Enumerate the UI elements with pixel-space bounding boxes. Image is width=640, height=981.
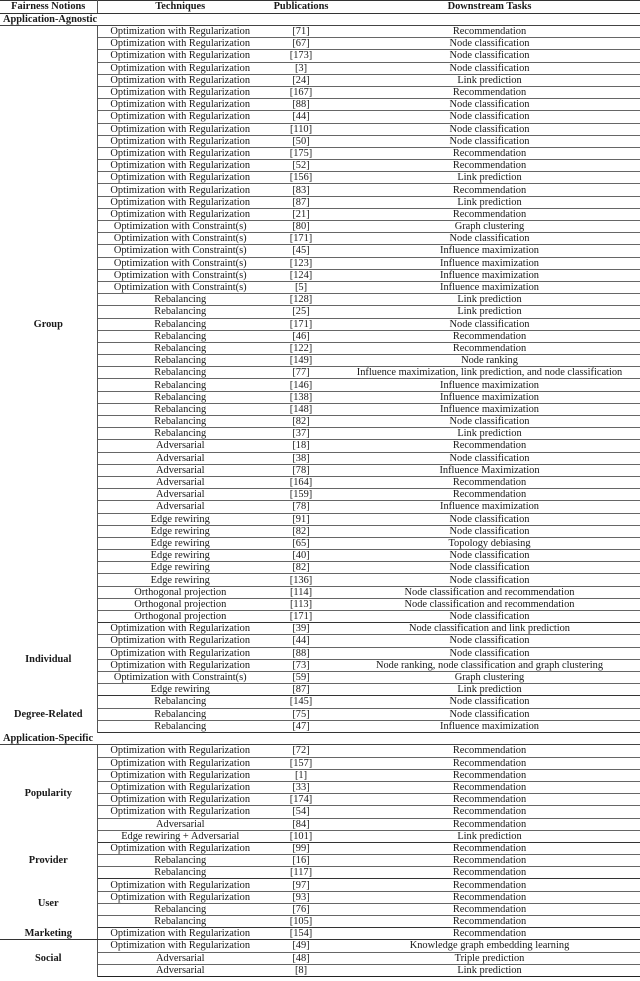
downstream-task-cell: Node classification bbox=[339, 708, 640, 720]
technique-cell: Optimization with Regularization bbox=[97, 123, 263, 135]
technique-cell: Optimization with Constraint(s) bbox=[97, 257, 263, 269]
publication-cell[interactable]: [78] bbox=[263, 464, 339, 476]
technique-cell: Rebalancing bbox=[97, 416, 263, 428]
section-title: Application-Specific bbox=[0, 732, 640, 745]
downstream-task-cell: Recommendation bbox=[339, 855, 640, 867]
publication-cell[interactable]: [84] bbox=[263, 818, 339, 830]
publication-cell[interactable]: [167] bbox=[263, 86, 339, 98]
downstream-task-cell: Recommendation bbox=[339, 184, 640, 196]
publication-cell[interactable]: [91] bbox=[263, 513, 339, 525]
publication-cell[interactable]: [114] bbox=[263, 586, 339, 598]
publication-cell[interactable]: [88] bbox=[263, 647, 339, 659]
technique-cell: Optimization with Regularization bbox=[97, 940, 263, 952]
downstream-task-cell: Recommendation bbox=[339, 903, 640, 915]
technique-cell: Edge rewiring bbox=[97, 525, 263, 537]
technique-cell: Optimization with Regularization bbox=[97, 74, 263, 86]
technique-cell: Optimization with Regularization bbox=[97, 184, 263, 196]
publication-cell[interactable]: [5] bbox=[263, 281, 339, 293]
technique-cell: Optimization with Regularization bbox=[97, 781, 263, 793]
publication-cell[interactable]: [46] bbox=[263, 330, 339, 342]
technique-cell: Optimization with Constraint(s) bbox=[97, 281, 263, 293]
technique-cell: Rebalancing bbox=[97, 708, 263, 720]
technique-cell: Rebalancing bbox=[97, 867, 263, 879]
downstream-task-cell: Recommendation bbox=[339, 879, 640, 891]
technique-cell: Edge rewiring bbox=[97, 574, 263, 586]
downstream-task-cell: Recommendation bbox=[339, 867, 640, 879]
downstream-task-cell: Link prediction bbox=[339, 74, 640, 86]
downstream-task-cell: Node classification bbox=[339, 135, 640, 147]
publication-cell[interactable]: [171] bbox=[263, 233, 339, 245]
downstream-task-cell: Graph clustering bbox=[339, 671, 640, 683]
technique-cell: Optimization with Regularization bbox=[97, 160, 263, 172]
technique-cell: Optimization with Regularization bbox=[97, 26, 263, 38]
publication-cell[interactable]: [82] bbox=[263, 525, 339, 537]
publication-cell[interactable]: [87] bbox=[263, 684, 339, 696]
downstream-task-cell: Recommendation bbox=[339, 928, 640, 940]
downstream-task-cell: Topology debiasing bbox=[339, 537, 640, 549]
technique-cell: Edge rewiring + Adversarial bbox=[97, 830, 263, 842]
downstream-task-cell: Node classification bbox=[339, 50, 640, 62]
technique-cell: Orthogonal projection bbox=[97, 611, 263, 623]
technique-cell: Optimization with Regularization bbox=[97, 757, 263, 769]
table-row bbox=[0, 26, 640, 38]
technique-cell: Optimization with Regularization bbox=[97, 172, 263, 184]
section-row-application-agnostic bbox=[0, 13, 640, 26]
technique-cell: Rebalancing bbox=[97, 379, 263, 391]
downstream-task-cell: Node ranking, node classification and graph clustering bbox=[339, 659, 640, 671]
publication-cell[interactable]: [88] bbox=[263, 99, 339, 111]
technique-cell: Adversarial bbox=[97, 952, 263, 964]
downstream-task-cell: Influence maximization bbox=[339, 379, 640, 391]
header-row bbox=[0, 1, 640, 14]
downstream-task-cell: Recommendation bbox=[339, 440, 640, 452]
technique-cell: Rebalancing bbox=[97, 403, 263, 415]
publication-cell[interactable]: [159] bbox=[263, 489, 339, 501]
downstream-task-cell: Influence maximization bbox=[339, 403, 640, 415]
publication-cell[interactable]: [145] bbox=[263, 696, 339, 708]
publication-cell[interactable]: [44] bbox=[263, 635, 339, 647]
technique-cell: Optimization with Regularization bbox=[97, 147, 263, 159]
downstream-task-cell: Node classification bbox=[339, 416, 640, 428]
publication-cell[interactable]: [52] bbox=[263, 160, 339, 172]
publication-cell[interactable]: [164] bbox=[263, 476, 339, 488]
publication-cell[interactable]: [48] bbox=[263, 952, 339, 964]
publication-cell[interactable]: [83] bbox=[263, 184, 339, 196]
technique-cell: Optimization with Regularization bbox=[97, 659, 263, 671]
technique-cell: Optimization with Regularization bbox=[97, 196, 263, 208]
downstream-task-cell: Influence maximization bbox=[339, 269, 640, 281]
downstream-task-cell: Influence maximization bbox=[339, 257, 640, 269]
downstream-task-cell: Recommendation bbox=[339, 160, 640, 172]
downstream-task-cell: Node classification bbox=[339, 647, 640, 659]
downstream-task-cell: Recommendation bbox=[339, 842, 640, 854]
technique-cell: Adversarial bbox=[97, 818, 263, 830]
technique-cell: Adversarial bbox=[97, 476, 263, 488]
publication-cell[interactable]: [18] bbox=[263, 440, 339, 452]
publication-cell[interactable]: [138] bbox=[263, 391, 339, 403]
downstream-task-cell: Node classification and link prediction bbox=[339, 623, 640, 635]
table-header bbox=[0, 1, 640, 14]
publication-cell[interactable]: [38] bbox=[263, 452, 339, 464]
downstream-task-cell: Influence maximization bbox=[339, 245, 640, 257]
table-row bbox=[0, 928, 640, 940]
header-techniques: Techniques bbox=[97, 1, 263, 14]
downstream-task-cell: Node classification bbox=[339, 233, 640, 245]
technique-cell: Rebalancing bbox=[97, 391, 263, 403]
downstream-task-cell: Node classification bbox=[339, 550, 640, 562]
table-body bbox=[0, 13, 640, 976]
technique-cell: Optimization with Regularization bbox=[97, 99, 263, 111]
section-title: Application-Agnostic bbox=[0, 13, 640, 26]
technique-cell: Rebalancing bbox=[97, 330, 263, 342]
fairness-notion-popularity: Popularity bbox=[0, 745, 97, 843]
downstream-task-cell: Link prediction bbox=[339, 172, 640, 184]
table-row bbox=[0, 696, 640, 708]
technique-cell: Optimization with Regularization bbox=[97, 86, 263, 98]
technique-cell: Optimization with Regularization bbox=[97, 50, 263, 62]
technique-cell: Optimization with Regularization bbox=[97, 635, 263, 647]
publication-cell[interactable]: [54] bbox=[263, 806, 339, 818]
downstream-task-cell: Link prediction bbox=[339, 306, 640, 318]
publication-cell[interactable]: [136] bbox=[263, 574, 339, 586]
downstream-task-cell: Recommendation bbox=[339, 891, 640, 903]
publication-cell[interactable]: [157] bbox=[263, 757, 339, 769]
publication-cell[interactable]: [67] bbox=[263, 38, 339, 50]
downstream-task-cell: Recommendation bbox=[339, 794, 640, 806]
fairness-notion-social: Social bbox=[0, 940, 97, 977]
downstream-task-cell: Recommendation bbox=[339, 342, 640, 354]
technique-cell: Rebalancing bbox=[97, 355, 263, 367]
downstream-task-cell: Recommendation bbox=[339, 147, 640, 159]
table-row bbox=[0, 879, 640, 891]
downstream-task-cell: Link prediction bbox=[339, 428, 640, 440]
downstream-task-cell: Node classification bbox=[339, 123, 640, 135]
downstream-task-cell: Node classification bbox=[339, 635, 640, 647]
fairness-notion-group: Group bbox=[0, 26, 97, 623]
publication-cell[interactable]: [80] bbox=[263, 221, 339, 233]
publication-cell[interactable]: [77] bbox=[263, 367, 339, 379]
publication-cell[interactable]: [82] bbox=[263, 416, 339, 428]
publication-cell[interactable]: [99] bbox=[263, 842, 339, 854]
publication-cell[interactable]: [175] bbox=[263, 147, 339, 159]
technique-cell: Optimization with Regularization bbox=[97, 111, 263, 123]
header-fairness-notions: Fairness Notions bbox=[0, 1, 97, 14]
technique-cell: Adversarial bbox=[97, 452, 263, 464]
technique-cell: Adversarial bbox=[97, 964, 263, 976]
fairness-notion-degree-related: Degree-Related bbox=[0, 696, 97, 733]
publication-cell[interactable]: [101] bbox=[263, 830, 339, 842]
table-row bbox=[0, 842, 640, 854]
downstream-task-cell: Link prediction bbox=[339, 294, 640, 306]
publication-cell[interactable]: [73] bbox=[263, 659, 339, 671]
publication-cell[interactable]: [105] bbox=[263, 916, 339, 928]
publication-cell[interactable]: [44] bbox=[263, 111, 339, 123]
publication-cell[interactable]: [171] bbox=[263, 611, 339, 623]
downstream-task-cell: Influence maximization bbox=[339, 391, 640, 403]
fairness-notion-provider: Provider bbox=[0, 842, 97, 879]
technique-cell: Adversarial bbox=[97, 501, 263, 513]
technique-cell: Rebalancing bbox=[97, 367, 263, 379]
technique-cell: Optimization with Regularization bbox=[97, 928, 263, 940]
technique-cell: Rebalancing bbox=[97, 720, 263, 732]
technique-cell: Edge rewiring bbox=[97, 513, 263, 525]
technique-cell: Optimization with Regularization bbox=[97, 38, 263, 50]
technique-cell: Optimization with Constraint(s) bbox=[97, 221, 263, 233]
table-row bbox=[0, 745, 640, 757]
publication-cell[interactable]: [40] bbox=[263, 550, 339, 562]
downstream-task-cell: Recommendation bbox=[339, 26, 640, 38]
publication-cell[interactable]: [87] bbox=[263, 196, 339, 208]
publication-cell[interactable]: [122] bbox=[263, 342, 339, 354]
downstream-task-cell: Recommendation bbox=[339, 208, 640, 220]
downstream-task-cell: Link prediction bbox=[339, 830, 640, 842]
downstream-task-cell: Node classification and recommendation bbox=[339, 586, 640, 598]
downstream-task-cell: Recommendation bbox=[339, 818, 640, 830]
downstream-task-cell: Recommendation bbox=[339, 330, 640, 342]
downstream-task-cell: Influence maximization bbox=[339, 501, 640, 513]
technique-cell: Rebalancing bbox=[97, 903, 263, 915]
downstream-task-cell: Graph clustering bbox=[339, 221, 640, 233]
publication-cell[interactable]: [37] bbox=[263, 428, 339, 440]
technique-cell: Rebalancing bbox=[97, 318, 263, 330]
technique-cell: Optimization with Regularization bbox=[97, 647, 263, 659]
downstream-task-cell: Recommendation bbox=[339, 916, 640, 928]
publication-cell[interactable]: [45] bbox=[263, 245, 339, 257]
downstream-task-cell: Node classification bbox=[339, 99, 640, 111]
publication-cell[interactable]: [93] bbox=[263, 891, 339, 903]
technique-cell: Edge rewiring bbox=[97, 684, 263, 696]
technique-cell: Orthogonal projection bbox=[97, 586, 263, 598]
technique-cell: Rebalancing bbox=[97, 855, 263, 867]
downstream-task-cell: Influence maximization bbox=[339, 281, 640, 293]
publication-cell[interactable]: [149] bbox=[263, 355, 339, 367]
downstream-task-cell: Recommendation bbox=[339, 86, 640, 98]
technique-cell: Optimization with Constraint(s) bbox=[97, 233, 263, 245]
downstream-task-cell: Influence maximization, link prediction, and node classification bbox=[339, 367, 640, 379]
publication-cell[interactable]: [123] bbox=[263, 257, 339, 269]
downstream-task-cell: Node classification and recommendation bbox=[339, 598, 640, 610]
publication-cell[interactable]: [65] bbox=[263, 537, 339, 549]
technique-cell: Optimization with Regularization bbox=[97, 745, 263, 757]
downstream-task-cell: Knowledge graph embedding learning bbox=[339, 940, 640, 952]
publication-cell[interactable]: [128] bbox=[263, 294, 339, 306]
fairness-notion-marketing: Marketing bbox=[0, 928, 97, 940]
technique-cell: Optimization with Regularization bbox=[97, 623, 263, 635]
technique-cell: Rebalancing bbox=[97, 306, 263, 318]
downstream-task-cell: Node classification bbox=[339, 611, 640, 623]
publication-cell[interactable]: [148] bbox=[263, 403, 339, 415]
table-row bbox=[0, 940, 640, 952]
downstream-task-cell: Node classification bbox=[339, 574, 640, 586]
publication-cell[interactable]: [47] bbox=[263, 720, 339, 732]
downstream-task-cell: Node classification bbox=[339, 62, 640, 74]
publication-cell[interactable]: [1] bbox=[263, 769, 339, 781]
publication-cell[interactable]: [25] bbox=[263, 306, 339, 318]
technique-cell: Edge rewiring bbox=[97, 550, 263, 562]
downstream-task-cell: Node classification bbox=[339, 318, 640, 330]
technique-cell: Optimization with Regularization bbox=[97, 879, 263, 891]
technique-cell: Edge rewiring bbox=[97, 562, 263, 574]
technique-cell: Adversarial bbox=[97, 464, 263, 476]
publication-cell[interactable]: [50] bbox=[263, 135, 339, 147]
downstream-task-cell: Node classification bbox=[339, 513, 640, 525]
downstream-task-cell: Link prediction bbox=[339, 684, 640, 696]
header-downstream-tasks: Downstream Tasks bbox=[339, 1, 640, 14]
technique-cell: Adversarial bbox=[97, 440, 263, 452]
downstream-task-cell: Recommendation bbox=[339, 769, 640, 781]
downstream-task-cell: Triple prediction bbox=[339, 952, 640, 964]
table-row bbox=[0, 623, 640, 635]
downstream-task-cell: Recommendation bbox=[339, 757, 640, 769]
publication-cell[interactable]: [72] bbox=[263, 745, 339, 757]
publication-cell[interactable]: [173] bbox=[263, 50, 339, 62]
technique-cell: Rebalancing bbox=[97, 696, 263, 708]
technique-cell: Optimization with Constraint(s) bbox=[97, 245, 263, 257]
technique-cell: Optimization with Regularization bbox=[97, 135, 263, 147]
technique-cell: Optimization with Constraint(s) bbox=[97, 269, 263, 281]
fairness-notion-individual: Individual bbox=[0, 623, 97, 696]
downstream-task-cell: Recommendation bbox=[339, 745, 640, 757]
publication-cell[interactable]: [82] bbox=[263, 562, 339, 574]
technique-cell: Optimization with Constraint(s) bbox=[97, 671, 263, 683]
publication-cell[interactable]: [24] bbox=[263, 74, 339, 86]
publication-cell[interactable]: [110] bbox=[263, 123, 339, 135]
publication-cell[interactable]: [75] bbox=[263, 708, 339, 720]
publication-cell[interactable]: [146] bbox=[263, 379, 339, 391]
publication-cell[interactable]: [21] bbox=[263, 208, 339, 220]
technique-cell: Adversarial bbox=[97, 489, 263, 501]
publication-cell[interactable]: [124] bbox=[263, 269, 339, 281]
downstream-task-cell: Node classification bbox=[339, 562, 640, 574]
technique-cell: Rebalancing bbox=[97, 428, 263, 440]
technique-cell: Edge rewiring bbox=[97, 537, 263, 549]
technique-cell: Optimization with Regularization bbox=[97, 62, 263, 74]
publication-cell[interactable]: [8] bbox=[263, 964, 339, 976]
publication-cell[interactable]: [3] bbox=[263, 62, 339, 74]
downstream-task-cell: Node classification bbox=[339, 525, 640, 537]
downstream-task-cell: Link prediction bbox=[339, 964, 640, 976]
publication-cell[interactable]: [33] bbox=[263, 781, 339, 793]
downstream-task-cell: Recommendation bbox=[339, 476, 640, 488]
downstream-task-cell: Node ranking bbox=[339, 355, 640, 367]
downstream-task-cell: Recommendation bbox=[339, 806, 640, 818]
downstream-task-cell: Node classification bbox=[339, 111, 640, 123]
technique-cell: Optimization with Regularization bbox=[97, 208, 263, 220]
downstream-task-cell: Node classification bbox=[339, 452, 640, 464]
technique-cell: Optimization with Regularization bbox=[97, 842, 263, 854]
downstream-task-cell: Recommendation bbox=[339, 781, 640, 793]
downstream-task-cell: Recommendation bbox=[339, 489, 640, 501]
publication-cell[interactable]: [78] bbox=[263, 501, 339, 513]
publication-cell[interactable]: [49] bbox=[263, 940, 339, 952]
downstream-task-cell: Node classification bbox=[339, 38, 640, 50]
technique-cell: Optimization with Regularization bbox=[97, 806, 263, 818]
technique-cell: Optimization with Regularization bbox=[97, 794, 263, 806]
technique-cell: Rebalancing bbox=[97, 294, 263, 306]
technique-cell: Orthogonal projection bbox=[97, 598, 263, 610]
downstream-task-cell: Link prediction bbox=[339, 196, 640, 208]
technique-cell: Optimization with Regularization bbox=[97, 891, 263, 903]
downstream-task-cell: Influence Maximization bbox=[339, 464, 640, 476]
fairness-notion-user: User bbox=[0, 879, 97, 928]
downstream-task-cell: Influence maximization bbox=[339, 720, 640, 732]
publication-cell[interactable]: [171] bbox=[263, 318, 339, 330]
publication-cell[interactable]: [117] bbox=[263, 867, 339, 879]
publication-cell[interactable]: [76] bbox=[263, 903, 339, 915]
publication-cell[interactable]: [59] bbox=[263, 671, 339, 683]
publication-cell[interactable]: [154] bbox=[263, 928, 339, 940]
technique-cell: Optimization with Regularization bbox=[97, 769, 263, 781]
publication-cell[interactable]: [113] bbox=[263, 598, 339, 610]
section-row-application-specific bbox=[0, 732, 640, 745]
publication-cell[interactable]: [174] bbox=[263, 794, 339, 806]
publication-cell[interactable]: [16] bbox=[263, 855, 339, 867]
publication-cell[interactable]: [71] bbox=[263, 26, 339, 38]
publication-cell[interactable]: [39] bbox=[263, 623, 339, 635]
header-publications: Publications bbox=[263, 1, 339, 14]
technique-cell: Rebalancing bbox=[97, 342, 263, 354]
publication-cell[interactable]: [156] bbox=[263, 172, 339, 184]
publication-cell[interactable]: [97] bbox=[263, 879, 339, 891]
technique-cell: Rebalancing bbox=[97, 916, 263, 928]
downstream-task-cell: Node classification bbox=[339, 696, 640, 708]
